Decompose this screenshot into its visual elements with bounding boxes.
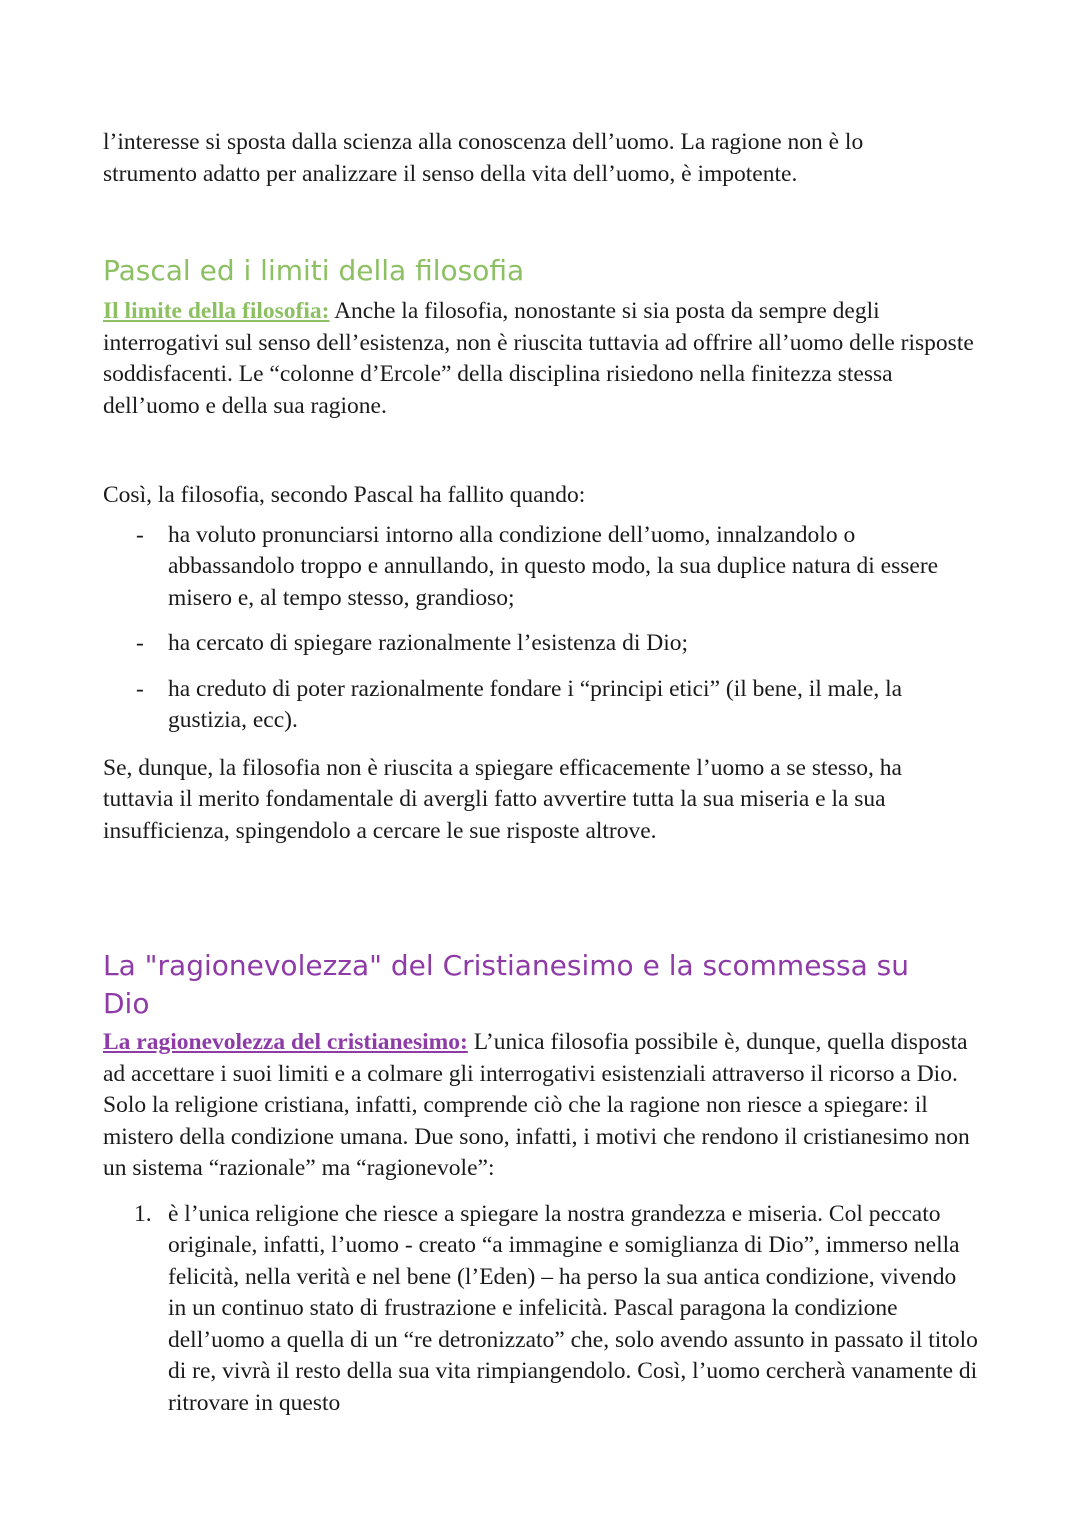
section2-text: L’unica filosofia possibile è, dunque, quella disposta ad accettare i suoi limiti e a colmare gli interrogativi esistenziali attraverso il ricorso a Dio. Solo la religione cristiana, infatti, comprende ciò che la ragione non riesce a spiegare: il mistero della condizione umana. Due sono, infatti, i motivi che rendono il cristianesimo non un sistema “razionale” ma “ragionevole”: (103, 1029, 970, 1181)
section1-conclusion: Se, dunque, la filosofia non è riuscita a spiegare efficacemente l’uomo a se stesso, ha tuttavia il merito fondamentale di avergli fatto avvertire tutta la sua miseria e la sua insufficienza, spingendolo a cercare le sue risposte altrove. (103, 754, 902, 844)
section1-text: Anche la filosofia, nonostante si sia posta da sempre degli interrogativi sul senso dell’esistenza, non è riuscita tuttavia ad offrire all’uomo delle risposte soddisfacenti. Le “colonne d’Ercole” della disciplina risiedono nella finitezza stessa dell’uomo e della sua ragione. (103, 298, 974, 419)
list-item (103, 674, 983, 737)
dash-bullet: - (136, 675, 144, 702)
section2-paragraph (103, 1027, 983, 1185)
list-item (103, 520, 983, 615)
section-heading-pascal-limits: Pascal ed i limiti della filosofia (103, 254, 525, 287)
list-item-text: ha creduto di poter razionalmente fondare i “principi etici” (il bene, il male, la gustizia, ecc). (168, 675, 903, 733)
intro-paragraph: l’interesse si sposta dalla scienza alla conoscenza dell’uomo. La ragione non è lo strumento adatto per analizzare il senso della vita dell’uomo, è impotente. (103, 129, 864, 187)
list-item-text: ha voluto pronunciarsi intorno alla condizione dell’uomo, innalzandolo o abbassandolo troppo e annullando, in questo modo, la sua duplice natura di essere misero e, al tempo stesso, grandioso; (168, 521, 939, 611)
label-ragionevolezza-cristianesimo: La ragionevolezza del cristianesimo: (103, 1029, 468, 1055)
section2-heading-line1: La "ragionevolezza" del Cristianesimo e la scommessa su (103, 949, 909, 982)
reasons-list (103, 1199, 983, 1420)
section-heading-ragionevolezza (103, 947, 983, 1023)
list-number: 1. (134, 1200, 152, 1227)
list-item-text: è l’unica religione che riesce a spiegare la nostra grandezza e miseria. Col peccato originale, infatti, l’uomo - creato “a immagine e somiglianza di Dio”, immerso nella felicità, nella verità e nel bene (l’Eden) – ha perso la sua antica condizione, vivendo in un continuo stato di frustrazione e infelicità. Pascal paragona la condizione dell’uomo a quella di un “re detronizzato” che, solo avendo assunto in passato il titolo di re, vivrà il resto della sua vita rimpiangendolo. Così, l’uomo cercherà vanamente di ritrovare in questo (168, 1200, 978, 1416)
section2-heading-line2: Dio (103, 987, 150, 1020)
list-item (103, 628, 983, 660)
document-page (103, 127, 983, 1419)
list-item-text: ha cercato di spiegare razionalmente l’esistenza di Dio; (168, 630, 689, 656)
dash-bullet: - (136, 521, 144, 548)
dash-bullet: - (136, 630, 144, 656)
list-item (103, 1199, 983, 1420)
section1-paragraph (103, 296, 983, 422)
failure-list (103, 520, 983, 737)
label-limite-filosofia: Il limite della filosofia: (103, 298, 330, 324)
section1-lead: Così, la filosofia, secondo Pascal ha fallito quando: (103, 482, 586, 508)
